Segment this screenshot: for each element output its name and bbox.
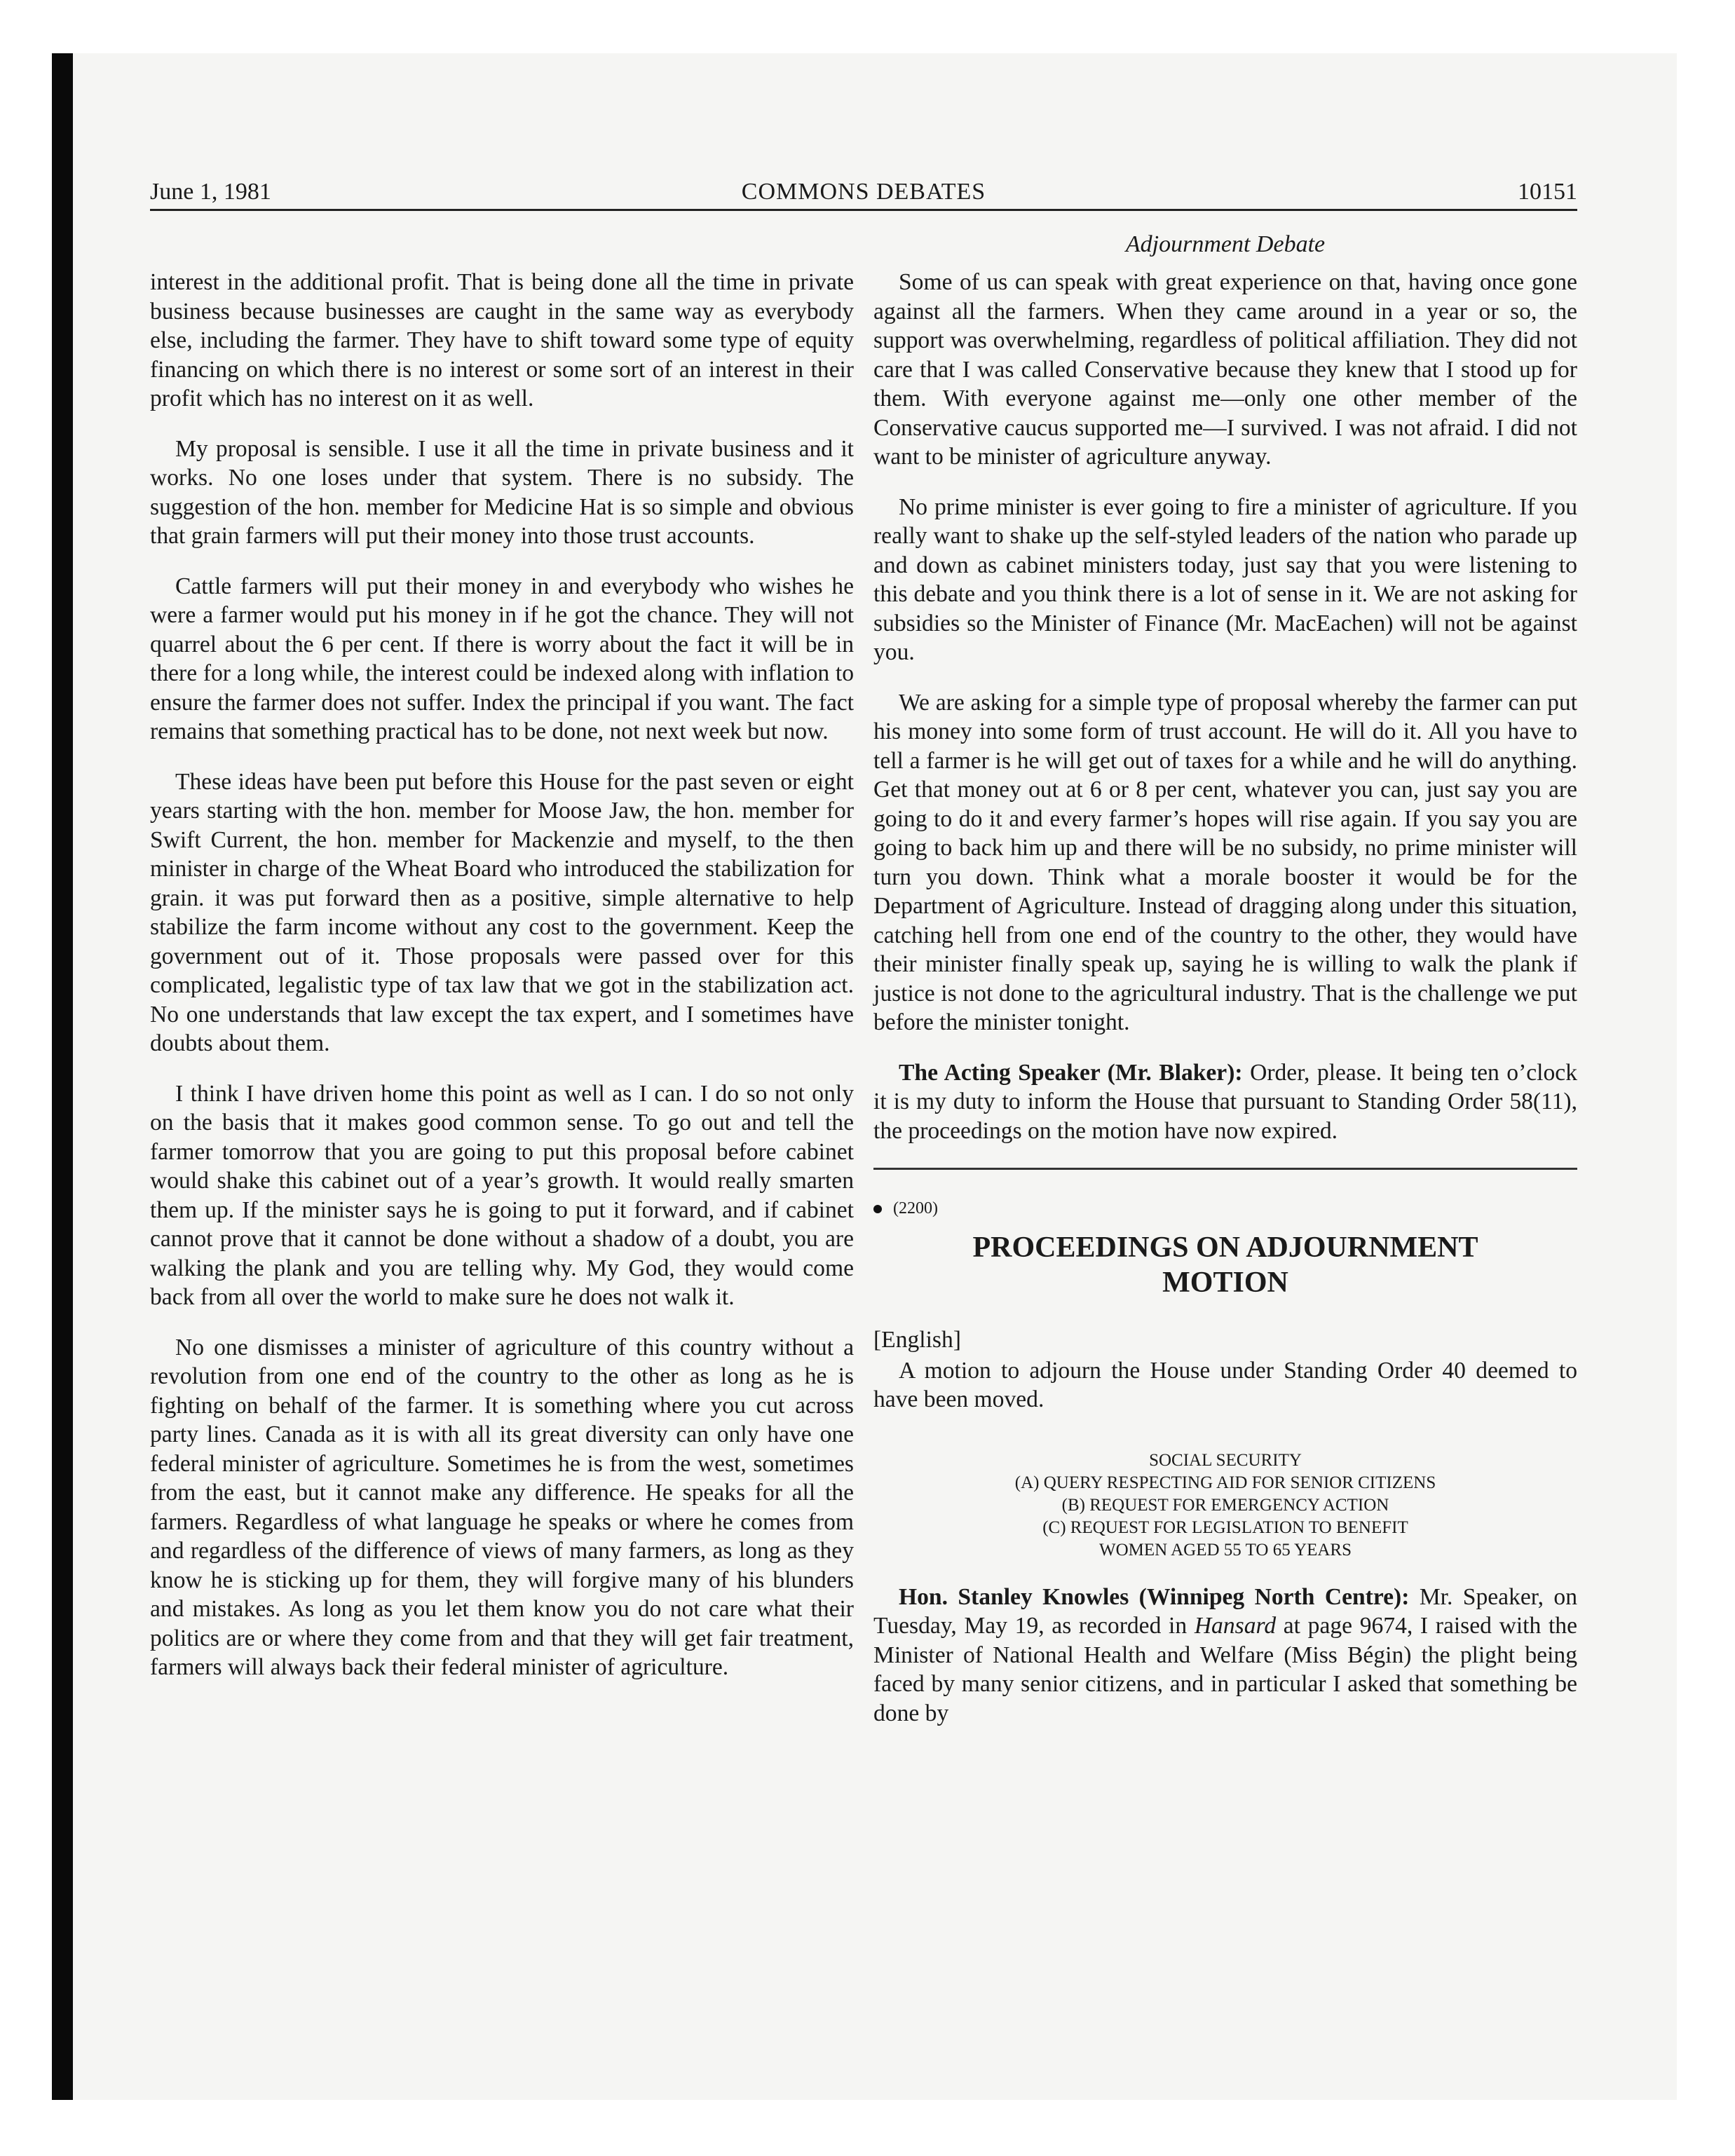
speaker-statement xyxy=(873,1058,1577,1146)
publication-title: COMMONS DEBATES xyxy=(741,179,986,205)
subheading: (A) QUERY RESPECTING AID FOR SENIOR CITIZENS xyxy=(1014,1473,1436,1492)
motion-paragraph: A motion to adjourn the House under Standing Order 40 deemed to have been moved. xyxy=(873,1357,1577,1412)
paragraph: No one dismisses a minister of agriculture of this country without a revolution from one end of the country to the other as long as he is fighting on behalf of the farmer. It is something where you cut across party lines. Canada as it is with all its great diversity can only have one federal minister of agriculture. Sometimes he is from the west, sometimes from the east, but it cannot make any difference. He speaks for all the farmers. Regardless of what language he speaks or where he comes from and regardless of the difference of views of many farmers, as long as they know he is sticking up for them, they will forgive many of his blunders and mistakes. As long as you let them know you do not care what their politics are or where they come from and that they will get fair treatment, farmers will always back their federal minister of agriculture. xyxy=(150,1334,854,1680)
time-marker-text: (2200) xyxy=(893,1199,938,1217)
language-tag: [English] xyxy=(873,1327,961,1353)
statement-text: Order, please. It being ten o’clock it is my duty to inform the House that pursuant to Standing Order 58(11), the proceedings on the motion have now expired. xyxy=(873,1059,1577,1144)
statement-text: Mr. Speaker, on Tuesday, May 19, as recorded in xyxy=(873,1583,1577,1639)
paragraph: interest in the additional profit. That is being done all the time in private business because businesses are caught in the same way as everybody else, including the farmer. They have to shift toward some type of equity financing on which there is no interest or some sort of an interest in their profit which has no interest on it as well. xyxy=(150,269,854,411)
paragraph: No prime minister is ever going to fire a minister of agriculture. If you really want to shake up the self-styled leaders of the nation who parade up and down as cabinet ministers today, just say that you were listening to this debate and you think there is a lot of sense in it. We are not asking for subsidies so the Minister of Finance (Mr. MacEachen) will not be against you. xyxy=(873,493,1577,665)
section-title: PROCEEDINGS ON ADJOURNMENT MOTION xyxy=(972,1231,1478,1299)
paragraph: Some of us can speak with great experience on that, having once gone against all the farmers. When they came around in a year or so, the support was overwhelming, regardless of political affiliation. They did not care that I was called Conservative because they knew that I stood up for them. With everyone against me—only one other member of the Conservative caucus supported me—I survived. I was not afraid. I did not want to be minister of agriculture anyway. xyxy=(873,269,1577,470)
paragraph: My proposal is sensible. I use it all the time in private business and it works. No one loses under that system. There is no subsidy. The suggestion of the hon. member for Medicine Hat is so simple and obvious that grain farmers will put their money into those trust accounts. xyxy=(150,435,854,549)
subheading: (C) REQUEST FOR LEGISLATION TO BENEFIT xyxy=(1042,1517,1408,1537)
paragraph: Cattle farmers will put their money in and everybody who wishes he were a farmer would put his money in if he got the chance. They will not quarrel about the 6 per cent. If there is worry about the fact it will be in there for a long while, the interest could be indexed along with inflation to ensure the farmer does not suffer. Index the principal if you want. The fact remains that something practical has to be done, not next week but now. xyxy=(150,573,854,744)
subheading: (B) REQUEST FOR EMERGENCY ACTION xyxy=(1061,1495,1389,1515)
hansard-reference: Hansard xyxy=(1194,1613,1277,1639)
speaker-name: The Acting Speaker (Mr. Blaker): xyxy=(899,1059,1243,1086)
subheadings xyxy=(873,1449,1577,1562)
document-page xyxy=(150,175,1577,1726)
time-marker xyxy=(873,1198,1577,1219)
page-date: June 1, 1981 xyxy=(150,179,271,205)
paragraph: I think I have driven home this point as well as I can. I do so not only on the basis that it makes good common sense. To go out and tell the farmer tomorrow that you are going to put this proposal before cabinet would shake this cabinet out of a year’s growth. It would really smarten them up. If the minister says he is going to put it forward, and if cabinet cannot prove that it cannot be done without a shadow of a doubt, you are walking the plank and you are telling why. My God, they would come back from all over the world to make sure he does not walk it. xyxy=(150,1080,854,1310)
paragraph: We are asking for a simple type of proposal whereby the farmer can put his money into some form of trust account. He will do it. All you have to tell a farmer is he will get out of taxes for a while and he will do anything. Get that money out at 6 or 8 per cent, whatever you can, just say you are going to do it and every farmer’s hopes will rise again. If you say you are going to back him up and there will be no subsidy, no prime minister will turn you down. Think what a morale booster it would be for the Department of Agriculture. Instead of dragging along under this situation, catching hell from one end of the country to the other, they would have their minister finally speak up, saying he is willing to walk the plank if justice is not done to the agricultural industry. That is the challenge we put before the minister tonight. xyxy=(873,689,1577,1035)
left-column xyxy=(150,268,854,1703)
page-header xyxy=(150,175,1577,211)
scan-edge-shadow xyxy=(52,53,73,2100)
speaker-statement xyxy=(873,1583,1577,1728)
speaker-name: Hon. Stanley Knowles (Winnipeg North Centre): xyxy=(899,1583,1410,1610)
subheading: SOCIAL SECURITY xyxy=(1149,1450,1302,1470)
subheading: WOMEN AGED 55 TO 65 YEARS xyxy=(1099,1540,1352,1560)
right-column xyxy=(873,230,1577,1749)
paragraph: These ideas have been put before this House for the past seven or eight years starting with the hon. member for Moose Jaw, the hon. member for Swift Current, the hon. member for Mackenzie and myself, to the then minister in charge of the Wheat Board who introduced the stabilization for grain. it was put forward then as a positive, simple alternative to help stabilize the farm income without any cost to the government. Keep the government out of it. Those proposals were passed over for this complicated, legalistic type of tax law that we got in the stabilization act. No one understands that law except the tax expert, and I sometimes have doubts about them. xyxy=(150,768,854,1056)
statement-text: at page 9674, I raised with the Minister of National Health and Welfare (Miss Bégin) the plight being faced by many senior citizens, and in particular I asked that something be done by xyxy=(873,1613,1577,1726)
section-divider xyxy=(873,1168,1577,1170)
page-number: 10151 xyxy=(1518,179,1577,205)
running-head: Adjournment Debate xyxy=(1125,231,1326,257)
bullet-icon xyxy=(873,1205,882,1213)
